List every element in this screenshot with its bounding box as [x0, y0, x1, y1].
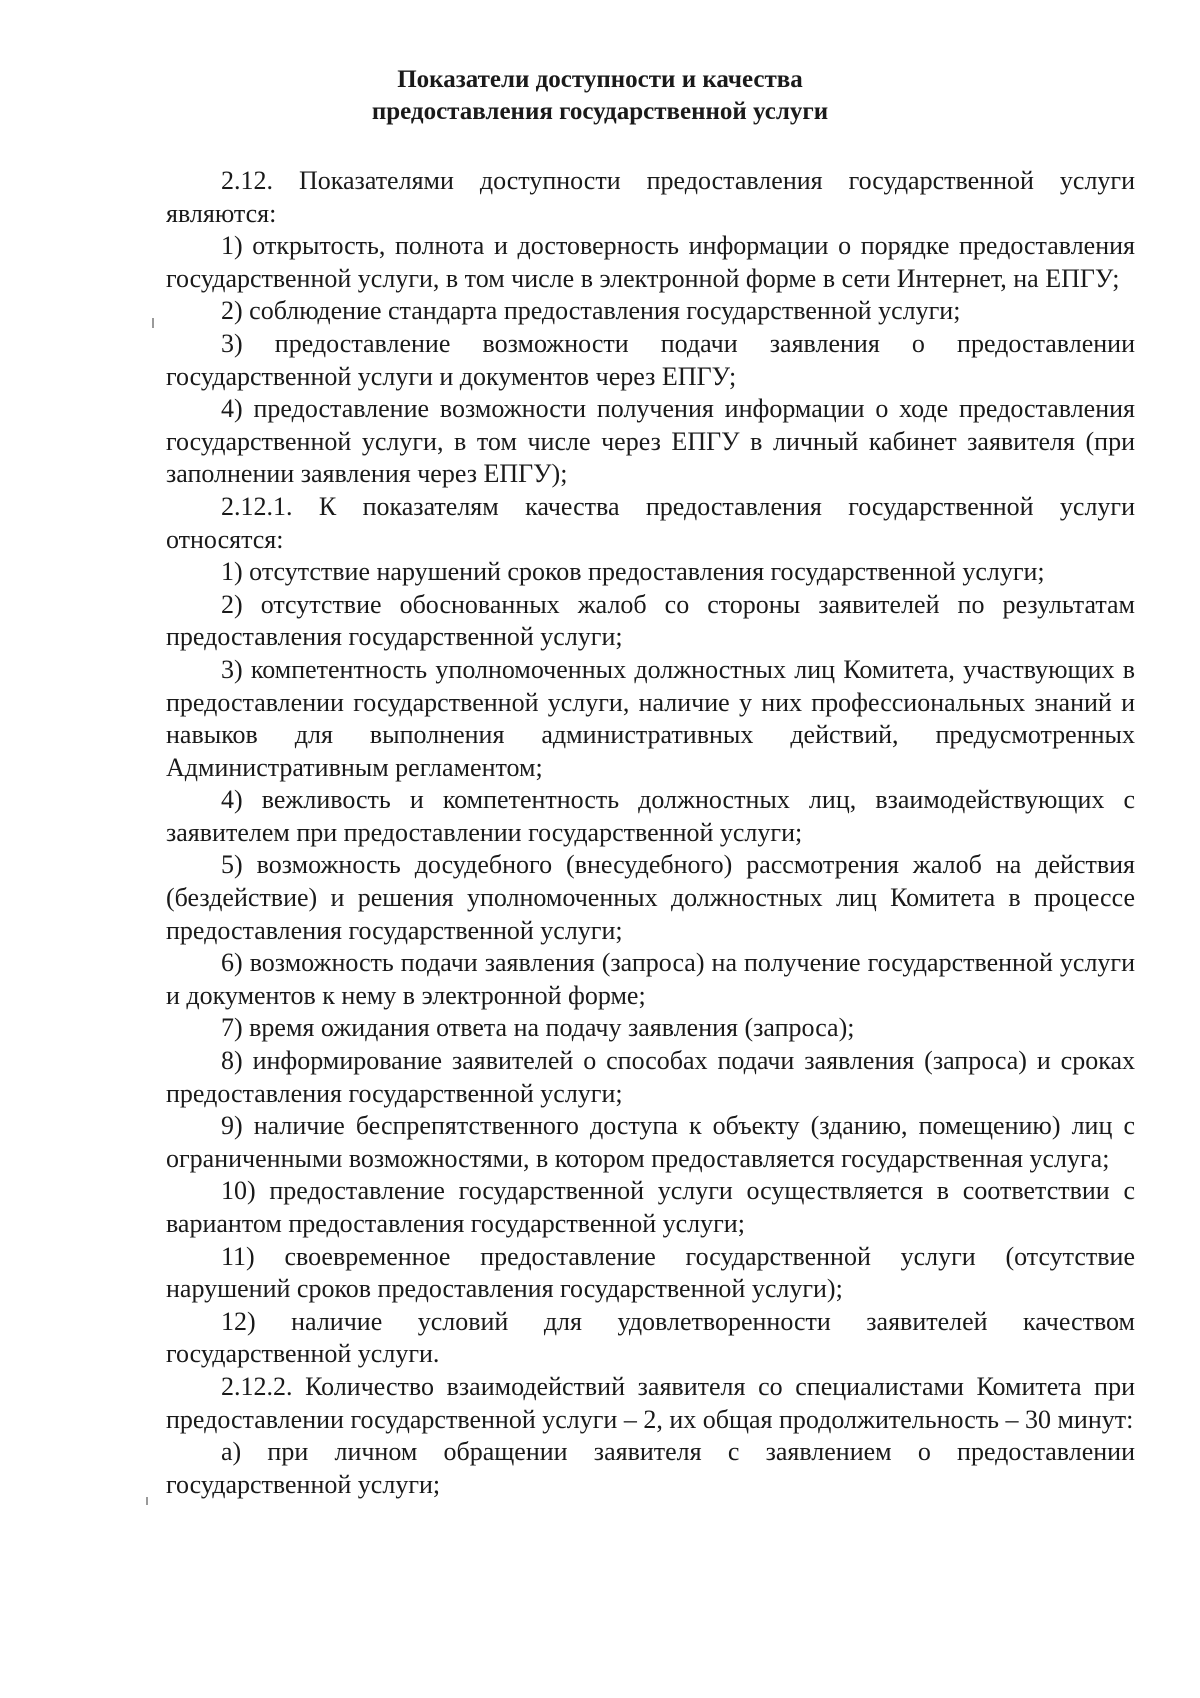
paragraph-2-12-2: 2.12.2. Количество взаимодействий заявителя со специалистами Комитета при предоставлении государственной услуги – 2, их общая продолжительность – 30 минут:: [166, 1371, 1135, 1434]
title-line-2: предоставления государственной услуги: [371, 98, 829, 125]
paragraph-2-12-1: 2.12.1. К показателям качества предоставления государственной услуги относятся:: [166, 491, 1135, 554]
paragraph-item: 1) отсутствие нарушений сроков предоставления государственной услуги;: [221, 557, 1045, 587]
paragraph-item: 3) компетентность уполномоченных должностных лиц Комитета, участвующих в предоставлении государственной услуги, наличие у них профессиональных знаний и навыков для выполнения административных действий, предусмотренных Административным регламентом;: [166, 654, 1135, 782]
paragraph-item: 8) информирование заявителей о способах подачи заявления (запроса) и сроках предоставления государственной услуги;: [166, 1046, 1135, 1108]
paragraph-item: 9) наличие беспрепятственного доступа к объекту (зданию, помещению) лиц с ограниченными возможностями, в котором предоставляется государственная услуга;: [166, 1111, 1135, 1173]
paragraph-item: 12) наличие условий для удовлетворенности заявителей качеством государственной услуги.: [166, 1306, 1135, 1369]
paragraph-item: 2) отсутствие обоснованных жалоб со стороны заявителей по результатам предоставления государственной услуги;: [166, 589, 1135, 652]
paragraph-item: 2) соблюдение стандарта предоставления государственной услуги;: [221, 296, 961, 326]
scan-artifact-mark: [152, 318, 154, 328]
paragraph-item: 3) предоставление возможности подачи заявления о предоставлении государственной услуги и документов через ЕПГУ;: [166, 328, 1135, 391]
document-title: [150, 64, 1050, 128]
paragraph-2-12: 2.12. Показателями доступности предоставления государственной услуги являются:: [166, 166, 1135, 228]
paragraph-item: 4) вежливость и компетентность должностных лиц, взаимодействующих с заявителем при предоставлении государственной услуги;: [166, 785, 1135, 847]
paragraph-item: 10) предоставление государственной услуги осуществляется в соответствии с вариантом предоставления государственной услуги;: [166, 1176, 1135, 1238]
paragraph-item: 11) своевременное предоставление государственной услуги (отсутствие нарушений сроков предоставления государственной услуги);: [166, 1241, 1135, 1304]
title-line-1: Показатели доступности и качества: [397, 66, 803, 93]
paragraph-item: 6) возможность подачи заявления (запроса) на получение государственной услуги и документов к нему в электронной форме;: [166, 948, 1135, 1010]
paragraph-item: а) при личном обращении заявителя с заявлением о предоставлении государственной услуги;: [166, 1437, 1135, 1499]
paragraph-item: 7) время ожидания ответа на подачу заявления (запроса);: [221, 1013, 855, 1043]
paragraph-item: 1) открытость, полнота и достоверность информации о порядке предоставления государственной услуги, в том числе в электронной форме в сети Интернет, на ЕПГУ;: [166, 231, 1135, 293]
paragraph-item: 5) возможность досудебного (внесудебного) рассмотрения жалоб на действия (бездействие) и решения уполномоченных должностных лиц Комитета в процессе предоставления государственной услуги;: [166, 850, 1135, 945]
scan-artifact-mark: [146, 1497, 148, 1505]
paragraph-item: 4) предоставление возможности получения информации о ходе предоставления государственной услуги, в том числе через ЕПГУ в личный кабинет заявителя (при заполнении заявления через ЕПГУ);: [166, 394, 1135, 489]
document-body: [166, 165, 1135, 1501]
